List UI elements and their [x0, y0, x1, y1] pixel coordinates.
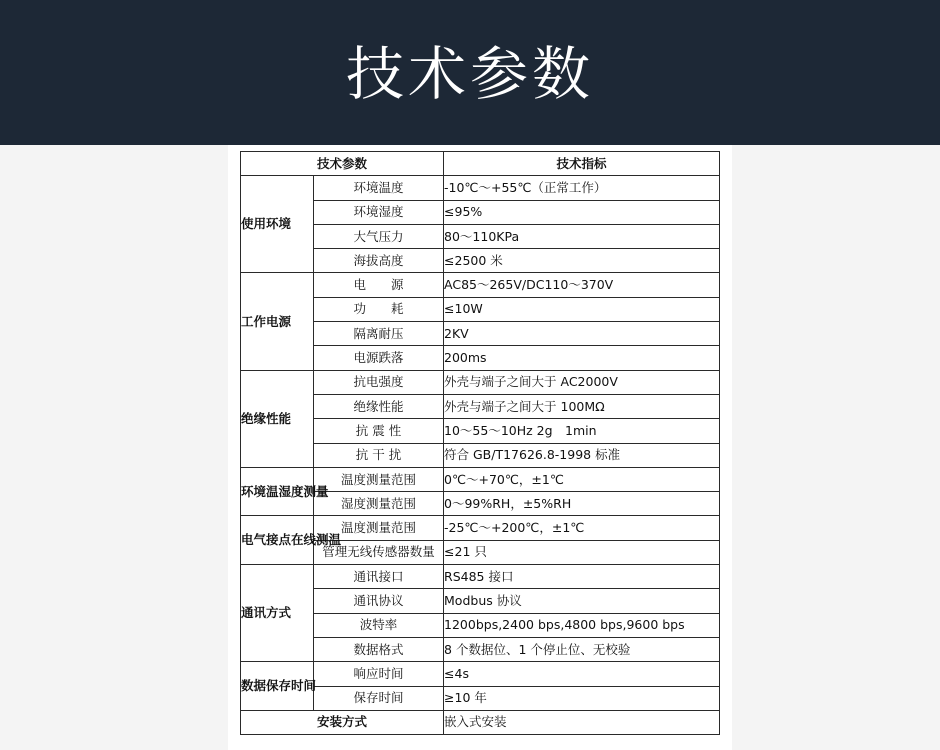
value-cell: 2KV	[444, 322, 720, 346]
group-label: 环境温湿度测量	[241, 467, 314, 516]
value-cell: -10℃～+55℃（正常工作）	[444, 176, 720, 200]
column-header-value: 技术指标	[444, 152, 720, 176]
value-cell: 符合 GB/T17626.8-1998 标准	[444, 443, 720, 467]
group-label: 电气接点在线测温	[241, 516, 314, 565]
value-cell: -25℃～+200℃，±1℃	[444, 516, 720, 540]
param-cell: 大气压力	[314, 224, 444, 248]
value-cell: ≤4s	[444, 662, 720, 686]
group-label: 工作电源	[241, 273, 314, 370]
value-cell: ≤10W	[444, 297, 720, 321]
value-cell: 1200bps,2400 bps,4800 bps,9600 bps	[444, 613, 720, 637]
table-header-row	[241, 152, 720, 176]
group-label: 数据保存时间	[241, 662, 314, 711]
value-cell: 200ms	[444, 346, 720, 370]
table-row	[241, 710, 720, 734]
param-cell: 绝缘性能	[314, 394, 444, 418]
group-label: 绝缘性能	[241, 370, 314, 467]
param-cell: 功 耗	[314, 297, 444, 321]
param-cell: 抗 震 性	[314, 419, 444, 443]
param-cell: 数据格式	[314, 637, 444, 661]
value-cell: Modbus 协议	[444, 589, 720, 613]
param-cell: 抗 干 扰	[314, 443, 444, 467]
param-cell: 管理无线传感器数量	[314, 540, 444, 564]
table-row	[241, 370, 720, 394]
value-cell: ≤95%	[444, 200, 720, 224]
value-cell: ≤21 只	[444, 540, 720, 564]
param-cell: 湿度测量范围	[314, 492, 444, 516]
param-cell: 温度测量范围	[314, 516, 444, 540]
value-cell: 外壳与端子之间大于 AC2000V	[444, 370, 720, 394]
value-cell: 0～99%RH，±5%RH	[444, 492, 720, 516]
param-cell: 电 源	[314, 273, 444, 297]
param-cell: 抗电强度	[314, 370, 444, 394]
param-cell: 响应时间	[314, 662, 444, 686]
param-cell: 保存时间	[314, 686, 444, 710]
param-cell: 通讯协议	[314, 589, 444, 613]
param-cell: 波特率	[314, 613, 444, 637]
param-cell: 环境湿度	[314, 200, 444, 224]
table-row	[241, 467, 720, 491]
table-row	[241, 516, 720, 540]
table-row	[241, 662, 720, 686]
param-cell: 通讯接口	[314, 565, 444, 589]
param-cell: 温度测量范围	[314, 467, 444, 491]
value-cell: RS485 接口	[444, 565, 720, 589]
value-cell: 80～110KPa	[444, 224, 720, 248]
param-cell: 海拔高度	[314, 249, 444, 273]
table-row	[241, 565, 720, 589]
param-cell: 环境温度	[314, 176, 444, 200]
value-cell: ≤2500 米	[444, 249, 720, 273]
group-label: 使用环境	[241, 176, 314, 273]
install-label: 安装方式	[241, 710, 444, 734]
value-cell: 10～55～10Hz 2g 1min	[444, 419, 720, 443]
install-value: 嵌入式安装	[444, 710, 720, 734]
value-cell: ≥10 年	[444, 686, 720, 710]
value-cell: 0℃～+70℃，±1℃	[444, 467, 720, 491]
value-cell: 外壳与端子之间大于 100MΩ	[444, 394, 720, 418]
param-cell: 隔离耐压	[314, 322, 444, 346]
page-title: 技术参数	[345, 39, 594, 108]
group-label: 通讯方式	[241, 565, 314, 662]
spec-table	[240, 151, 720, 735]
param-cell: 电源跌落	[314, 346, 444, 370]
column-header-param: 技术参数	[241, 152, 444, 176]
page-header	[0, 0, 940, 145]
value-cell: AC85～265V/DC110～370V	[444, 273, 720, 297]
table-row	[241, 176, 720, 200]
table-row	[241, 273, 720, 297]
value-cell: 8 个数据位、1 个停止位、无校验	[444, 637, 720, 661]
